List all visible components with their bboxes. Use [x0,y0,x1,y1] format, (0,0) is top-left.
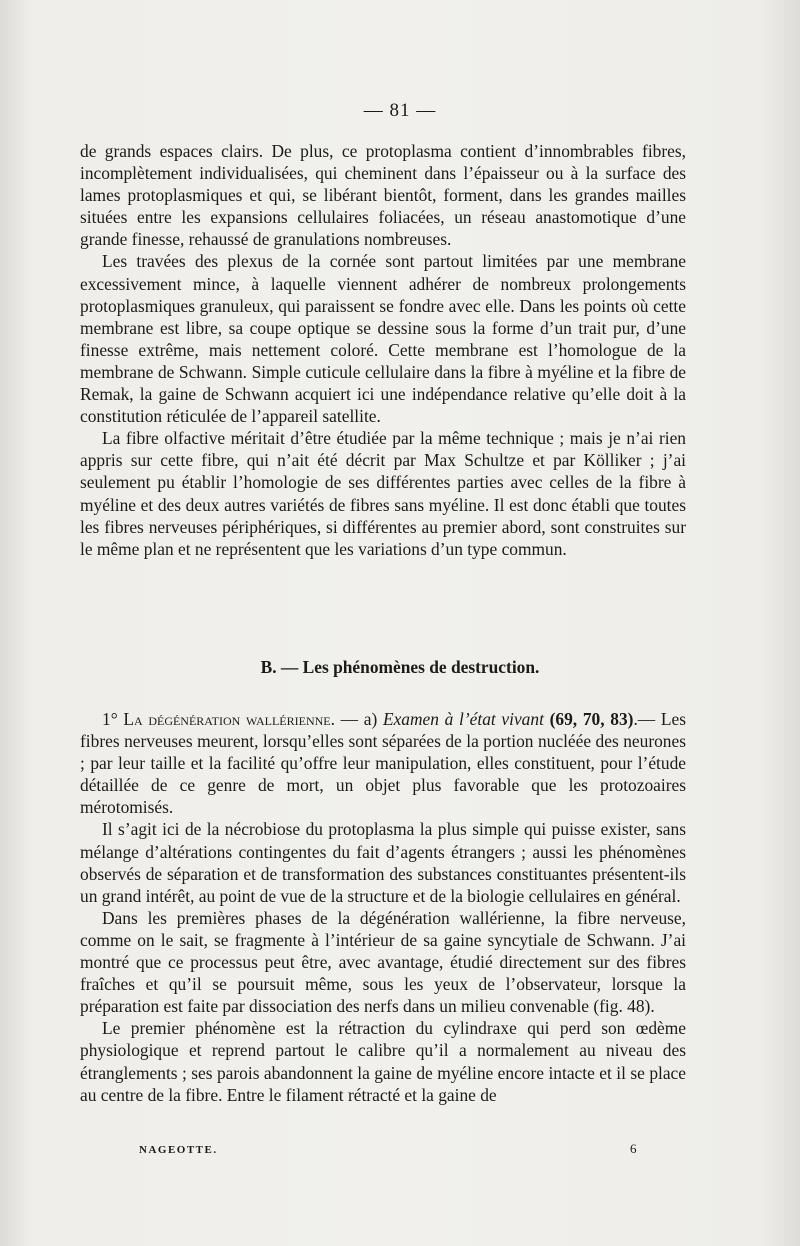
section-heading: B. — Les phénomènes de destruction. [260,657,540,677]
lead-text: .— Les fibres nerveuses meurent, lorsqu’elles sont séparées de la portion nucléée des neurones ; par leur taille et la facilité qu’offre leur manipulation, elles constituent, pour l’étude détaillée de ce genre de mort, un objet plus favorable que les protozoaires mérotomisés. [80,709,686,818]
page-number: — 81 — [363,100,437,121]
section-text [80,708,686,1106]
paragraph: de grands espaces clairs. De plus, ce protoplasma contient d’innombrables fibres, incomplètement individualisées, qui cheminent dans l’épaisseur ou à la surface des lames protoplasmiques et qui, se libérant bientôt, forment, dans les grandes mailles situées entre les expansions cellulaires foliacées, un réseau anastomotique d’une grande finesse, rehaussé de granulations nombreuses. [80,141,686,250]
paragraph: Dans les premières phases de la dégénération wallérienne, la fibre nerveuse, comme on le sait, se fragmente à l’intérieur de sa gaine syncytiale de Schwann. J’ai montré que ce processus peut être, avec avantage, étudié directement sur des fibres fraîches et qu’il se poursuit même, sous les yeux de l’observateur, lorsque la préparation est faite par dissociation des nerfs dans un milieu convenable (fig. 48). [80,907,686,1017]
lead-subtitle: Examen à l’état vivant [382,709,544,729]
section-text [80,140,686,560]
lead-references: (69, 70, 83) [549,709,634,729]
paragraph: Les travées des plexus de la cornée sont partout limitées par une membrane excessivement mince, à laquelle viennent adhérer de nombreux prolongements protoplasmiques granuleux, qui paraissent se fondre avec elle. Dans les points où cette membrane est libre, sa coupe optique se dessine sous la forme d’un trait pur, d’une finesse extrême, mais nettement coloré. Cette membrane est l’homologue de la membrane de Schwann. Simple cuticule cellulaire dans la fibre à myéline et la fibre de Remak, la gaine de Schwann acquiert ici une indépendance relative qu’elle doit à la constitution réticulée de l’appareil satellite. [80,251,686,427]
footer-author: NAGEOTTE. [139,1144,218,1156]
paragraph: Il s’agit ici de la nécrobiose du protoplasma la plus simple qui puisse exister, sans mélange d’altérations contingentes du fait d’agents étrangers ; aussi les phénomènes observés de séparation et de transformation des substances constituantes présentent-ils un grand intérêt, au point de vue de la structure et de la biologie cellulaires en général. [80,819,686,906]
lead-title: La dégénération wallérienne. [123,709,335,729]
footer-signature: 6 [630,1141,637,1156]
lead-dash: — a) [334,709,383,729]
lead-paragraph [80,708,686,818]
paragraph: Le premier phénomène est la rétraction du cylindraxe qui perd son œdème physiologique et reprend partout le calibre qu’il a normalement au niveau des étranglements ; ses parois abandonnent la gaine de myéline encore intacte et il se place au centre de la fibre. Entre le filament rétracté et la gaine de [80,1018,686,1105]
lead-number: 1° [102,709,118,729]
paragraph: La fibre olfactive méritait d’être étudiée par la même technique ; mais je n’ai rien appris sur cette fibre, qui n’ait été décrit par Max Schultze et par Kölliker ; j’ai seulement pu établir l’homologie de ses différentes parties avec celles de la fibre à myéline et des deux autres variétés de fibres sans myéline. Il est donc établi que toutes les fibres nerveuses périphériques, si différentes au premier abord, sont construites sur le même plan et ne représentent que les variations d’un type commun. [80,428,686,559]
